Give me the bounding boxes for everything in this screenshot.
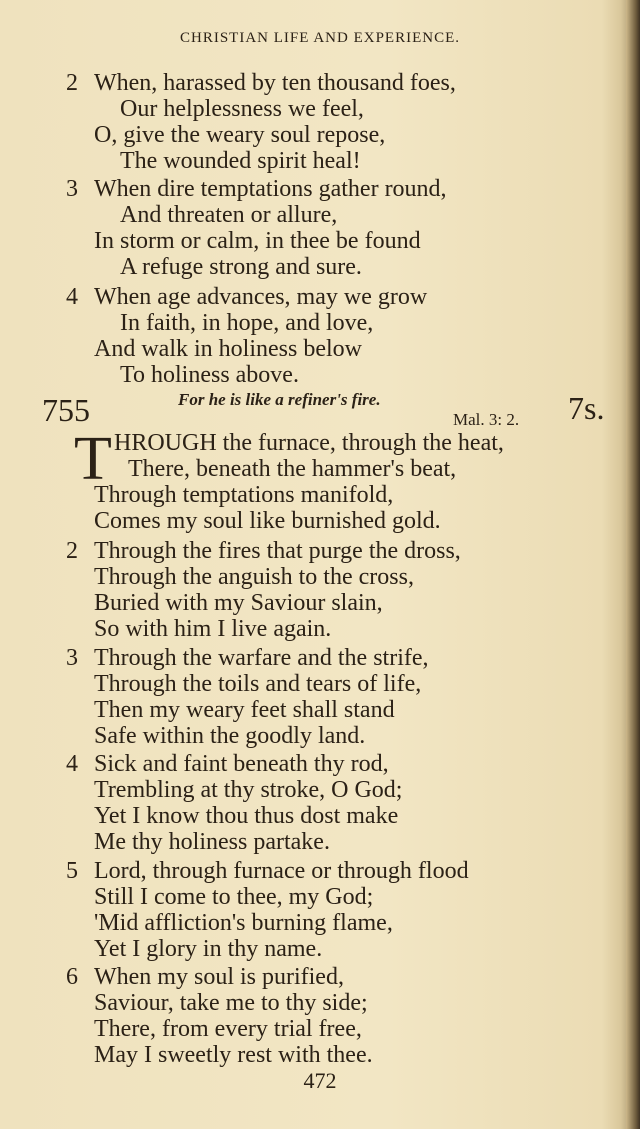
verse-line: A refuge strong and sure. (120, 254, 362, 280)
verse-line: Lord, through furnace or through flood (94, 858, 469, 884)
scripture-reference: Mal. 3: 2. (453, 410, 520, 429)
verse-line: Sick and faint beneath thy rod, (94, 751, 389, 777)
verse-number: 2 (66, 538, 78, 564)
verse-line: In faith, in hope, and love, (120, 310, 374, 336)
verse-line: To holiness above. (120, 362, 299, 388)
verse-line: HROUGH the furnace, through the heat, (114, 430, 504, 456)
hymn-title: For he is like a refiner's fire. (178, 390, 381, 409)
drop-cap: T (74, 425, 112, 493)
hymn-meter: 7s. (568, 390, 605, 426)
verse-line: The wounded spirit heal! (120, 148, 361, 174)
verse-line: In storm or calm, in thee be found (94, 228, 421, 254)
verse-line: When dire temptations gather round, (94, 176, 447, 202)
verse-line: When, harassed by ten thousand foes, (94, 70, 456, 96)
book-edge (626, 0, 640, 1129)
verse-line: When age advances, may we grow (94, 284, 428, 310)
verse-line: So with him I live again. (94, 616, 332, 642)
verse-line: Still I come to thee, my God; (94, 884, 374, 910)
verse-number: 4 (66, 751, 78, 777)
verse-number: 3 (66, 176, 78, 202)
verse-line: Me thy holiness partake. (94, 829, 330, 855)
verse-line: 'Mid affliction's burning flame, (94, 910, 393, 936)
hymn-number: 755 (42, 392, 90, 428)
verse-line: O, give the weary soul repose, (94, 122, 386, 148)
verse-line: Safe within the goodly land. (94, 723, 366, 749)
verse-line: Through the warfare and the strife, (94, 645, 429, 671)
verse-line: There, from every trial free, (94, 1016, 362, 1042)
running-header: CHRISTIAN LIFE AND EXPERIENCE. (180, 30, 460, 46)
verse-line: Yet I glory in thy name. (94, 936, 323, 962)
verse-line: Through the fires that purge the dross, (94, 538, 461, 564)
verse-line: Comes my soul like burnished gold. (94, 508, 441, 534)
verse-line: Yet I know thou thus dost make (94, 803, 399, 829)
page-number: 472 (303, 1068, 337, 1093)
verse-number: 3 (66, 645, 78, 671)
verse-line: Our helplessness we feel, (120, 96, 364, 122)
verse-line: There, beneath the hammer's beat, (128, 456, 457, 482)
verse-line: Saviour, take me to thy side; (94, 990, 368, 1016)
verse-line: Then my weary feet shall stand (94, 697, 395, 723)
verse-number: 5 (66, 858, 78, 884)
verse-line: Trembling at thy stroke, O God; (94, 777, 403, 803)
verse-line: Through the anguish to the cross, (94, 564, 414, 590)
verse-line: When my soul is purified, (94, 964, 344, 990)
verse-line: May I sweetly rest with thee. (94, 1042, 373, 1068)
verse-line: Through the toils and tears of life, (94, 671, 422, 697)
verse-number: 2 (66, 70, 78, 96)
verse-number: 6 (66, 964, 78, 990)
verse-number: 4 (66, 284, 78, 310)
verse-line: Through temptations manifold, (94, 482, 394, 508)
verse-line: Buried with my Saviour slain, (94, 590, 383, 616)
verse-line: And walk in holiness below (94, 336, 362, 362)
verse-line: And threaten or allure, (120, 202, 338, 228)
